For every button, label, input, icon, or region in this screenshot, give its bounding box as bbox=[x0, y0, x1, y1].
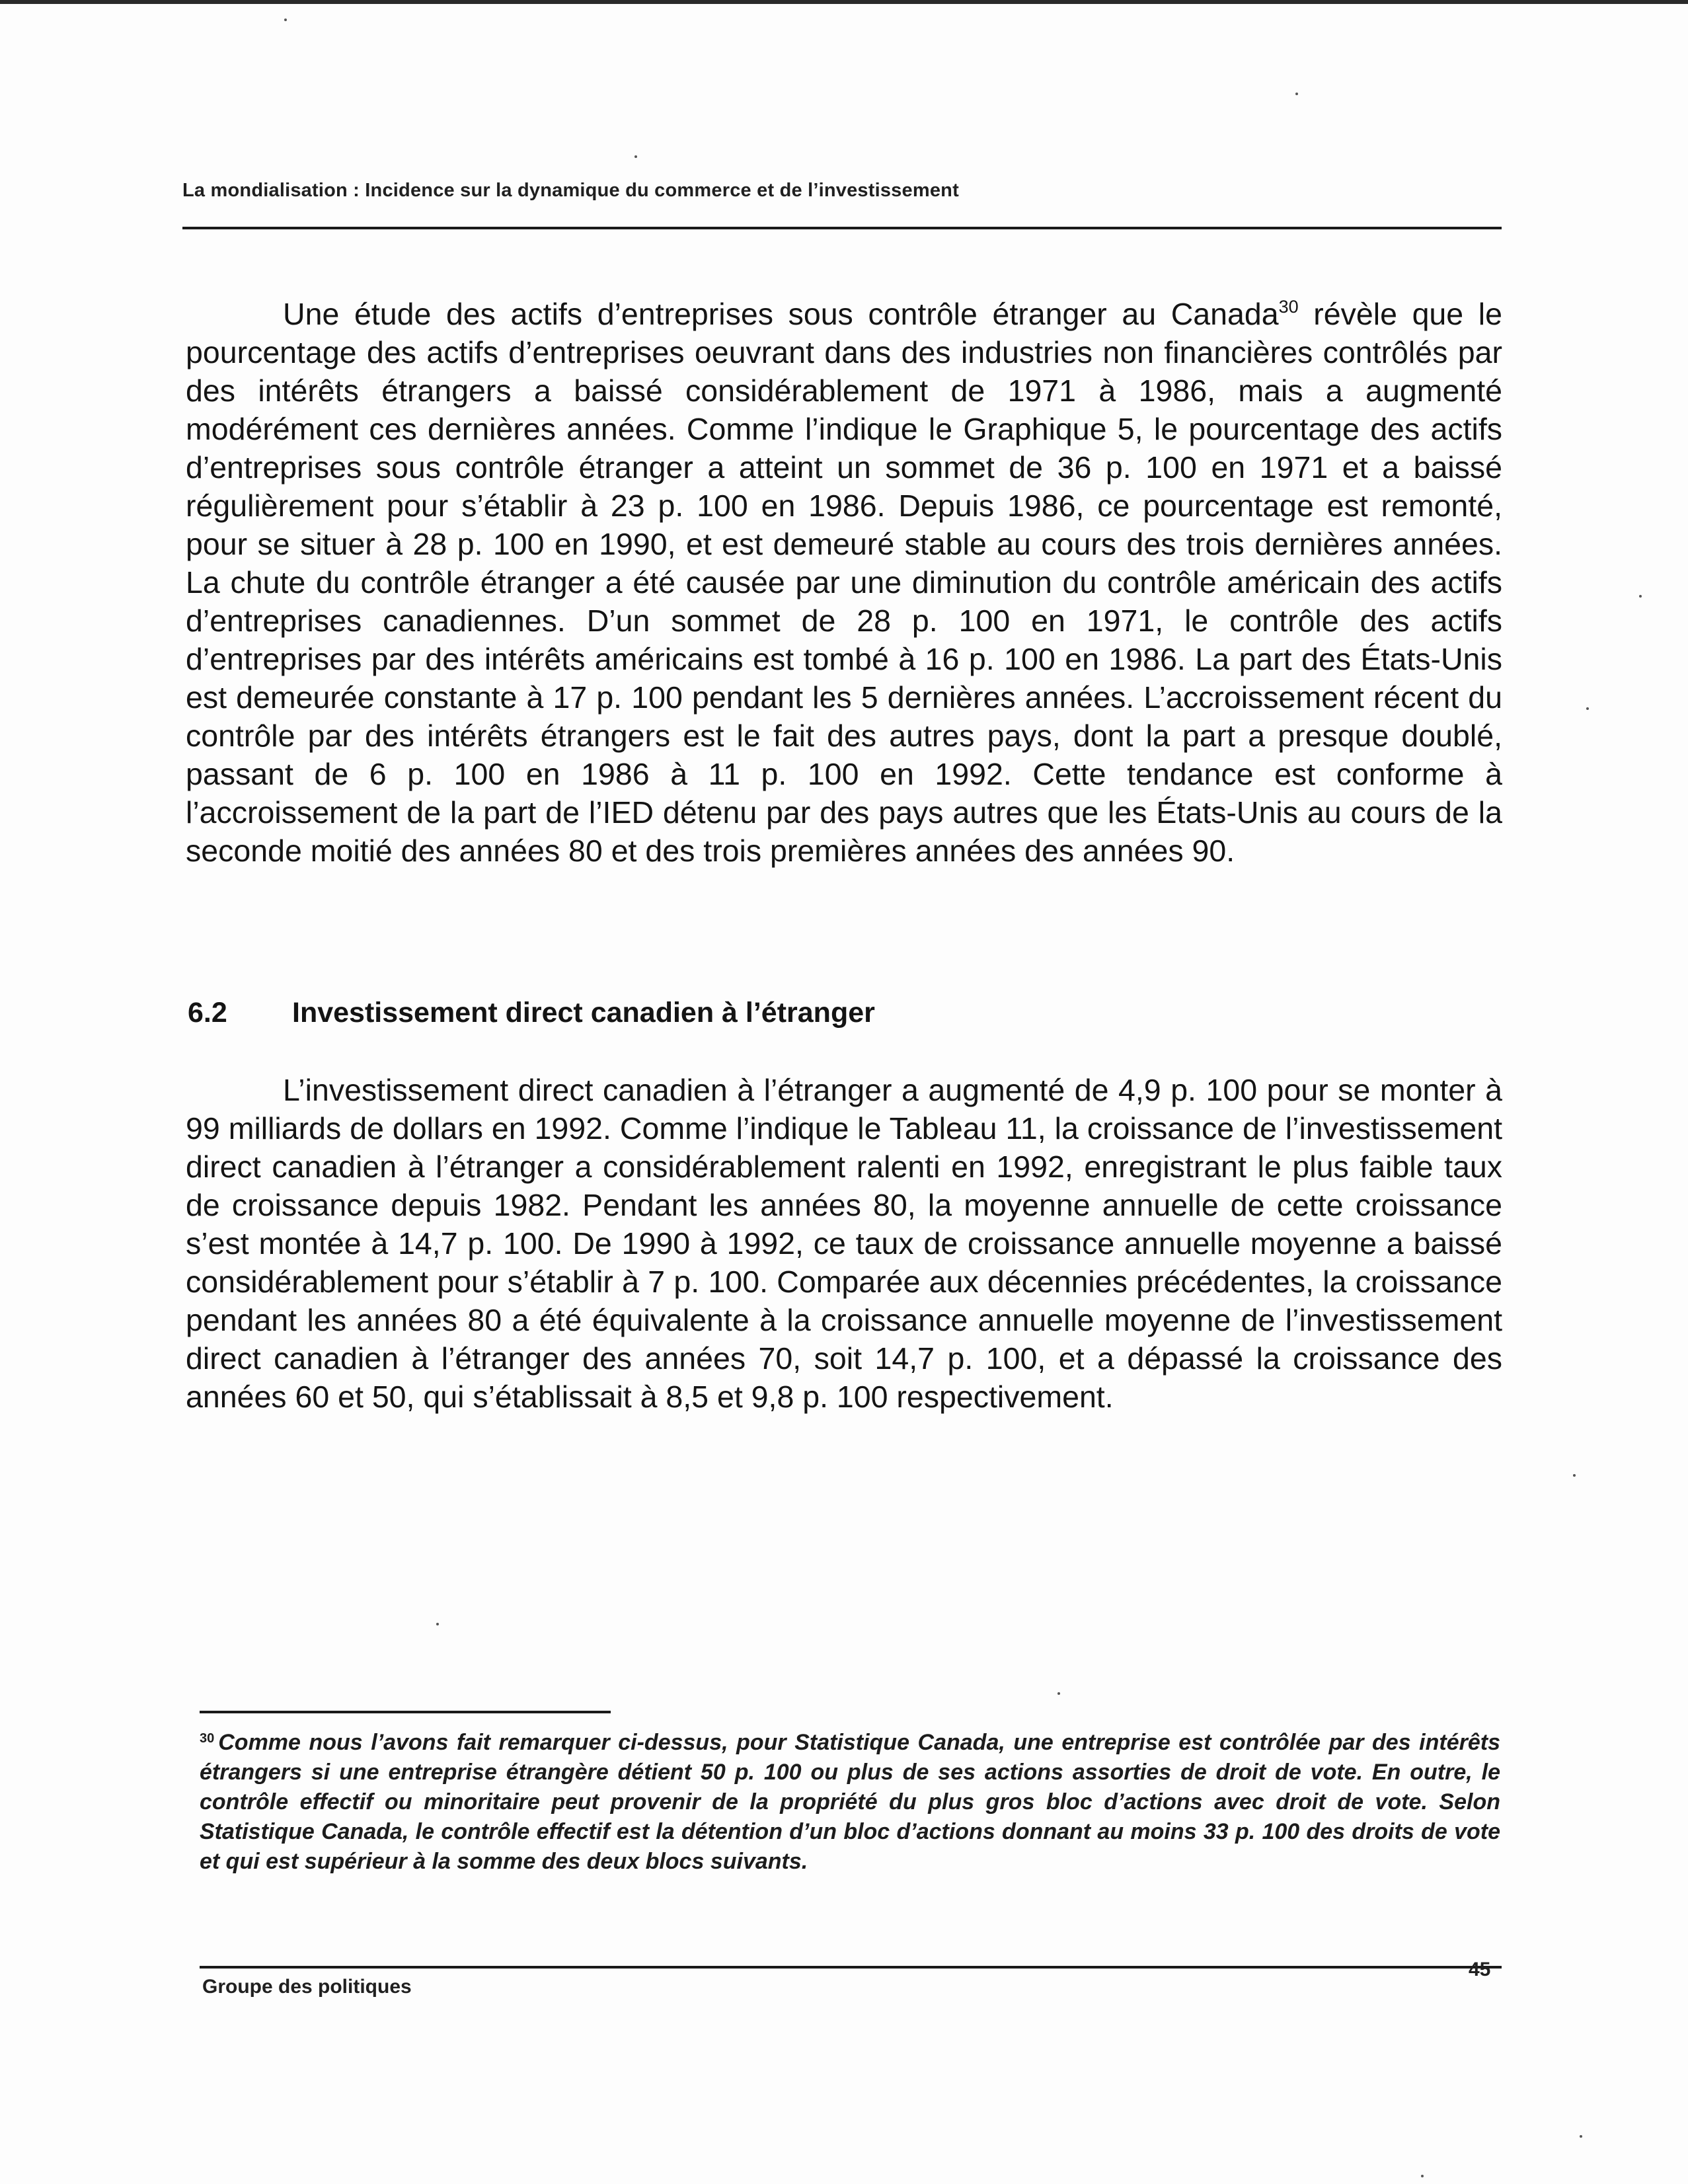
scan-speck bbox=[1573, 1474, 1576, 1477]
footer-rule bbox=[200, 1966, 1502, 1969]
scan-speck bbox=[436, 1623, 439, 1625]
scan-speck bbox=[1586, 707, 1589, 710]
scan-speck bbox=[634, 155, 637, 158]
paragraph-canadian-investment-abroad: L’investissement direct canadien à l’étranger a augmenté de 4,9 p. 100 pour se monter à 99 milliards de dollars en 1992. Comme l’indique le Tableau 11, la croissance de l’investissement direct canadien à l’étranger a considérablement ralenti en 1992, enregistrant le plus faible taux de croissance depuis 1982. Pendant les années 80, la moyenne annuelle de cette croissance s’est montée à 14,7 p. 100. De 1990 à 1992, ce taux de croissance annuelle moyenne a baissé considérablement pour s’établir à 7 p. 100. Comparée aux décennies précédentes, la croissance pendant les années 80 a été équivalente à la croissance annuelle moyenne de l’investissement direct canadien à l’étranger des années 70, soit 14,7 p. 100, et a dépassé la croissance des années 60 et 50, qui s’établissait à 8,5 et 9,8 p. 100 respectivement. bbox=[186, 1073, 1502, 1414]
scan-speck bbox=[1057, 1692, 1060, 1695]
scan-speck bbox=[1421, 2175, 1424, 2177]
paragraph-1-lead-text: Une étude des actifs d’entreprises sous contrôle étranger au Canada bbox=[283, 297, 1279, 331]
header-rule bbox=[182, 227, 1502, 229]
scan-speck bbox=[1580, 2135, 1582, 2138]
scan-speck bbox=[1295, 93, 1298, 95]
footnote-text: Comme nous l’avons fait remarquer ci-dessus, pour Statistique Canada, une entreprise est contrôlée par des intérêts étrangers si une entreprise étrangère détient 50 p. 100 ou plus de ses actions assorties de droit de vote. En outre, le contrôle effectif ou minoritaire peut provenir de la propriété du plus gros bloc d’actions avec droit de vote. Selon Statistique Canada, le contrôle effectif est la détention d’un bloc d’actions donnant au moins 33 p. 100 des droits de vote et qui est supérieur à la somme des deux blocs suivants. bbox=[200, 1730, 1500, 1874]
scan-top-edge bbox=[0, 0, 1688, 4]
scan-speck bbox=[1639, 595, 1642, 598]
section-heading bbox=[188, 997, 875, 1029]
running-header: La mondialisation : Incidence sur la dynamique du commerce et de l’investissement bbox=[182, 180, 959, 201]
paragraph-1-body-text: révèle que le pourcentage des actifs d’entreprises oeuvrant dans des industries non financières contrôlés par des intérêts étrangers a baissé considérablement de 1971 à 1986, mais a augmenté modérément ces dernières années. Comme l’indique le Graphique 5, le pourcentage des actifs d’entreprises sous contrôle étranger a atteint un sommet de 36 p. 100 en 1971 et a baissé régulièrement pour s’établir à 23 p. 100 en 1986. Depuis 1986, ce pourcentage est remonté, pour se situer à 28 p. 100 en 1990, et est demeuré stable au cours des trois dernières années. La chute du contrôle étranger a été causée par une diminution du contrôle américain des actifs d’entreprises canadiennes. D’un sommet de 28 p. 100 en 1971, le contrôle des actifs d’entreprises par des intérêts américains est tombé à 16 p. 100 en 1986. La part des États-Unis est demeurée constante à 17 p. 100 pendant les 5 dernières années. L’accroissement récent du contrôle par des intérêts étrangers est le fait des autres pays, dont la part a presque doublé, passant de 6 p. 100 en 1986 à 11 p. 100 en 1992. Cette tendance est conforme à l’accroissement de la part de l’IED détenu par des pays autres que les États-Unis au cours de la seconde moitié des années 80 et des trois premières années des années 90. bbox=[186, 297, 1502, 868]
scan-speck bbox=[284, 19, 287, 21]
paragraph-foreign-control bbox=[186, 295, 1502, 870]
footnote-reference[interactable]: 30 bbox=[1278, 297, 1299, 317]
footnote bbox=[200, 1728, 1500, 1877]
page-number: 45 bbox=[1469, 1959, 1491, 1980]
section-title: Investissement direct canadien à l’étranger bbox=[292, 997, 875, 1029]
footnote-mark: 30 bbox=[200, 1731, 215, 1746]
footer-publisher: Groupe des politiques bbox=[202, 1976, 412, 1998]
section-number: 6.2 bbox=[188, 997, 227, 1029]
footnote-separator bbox=[200, 1711, 611, 1713]
